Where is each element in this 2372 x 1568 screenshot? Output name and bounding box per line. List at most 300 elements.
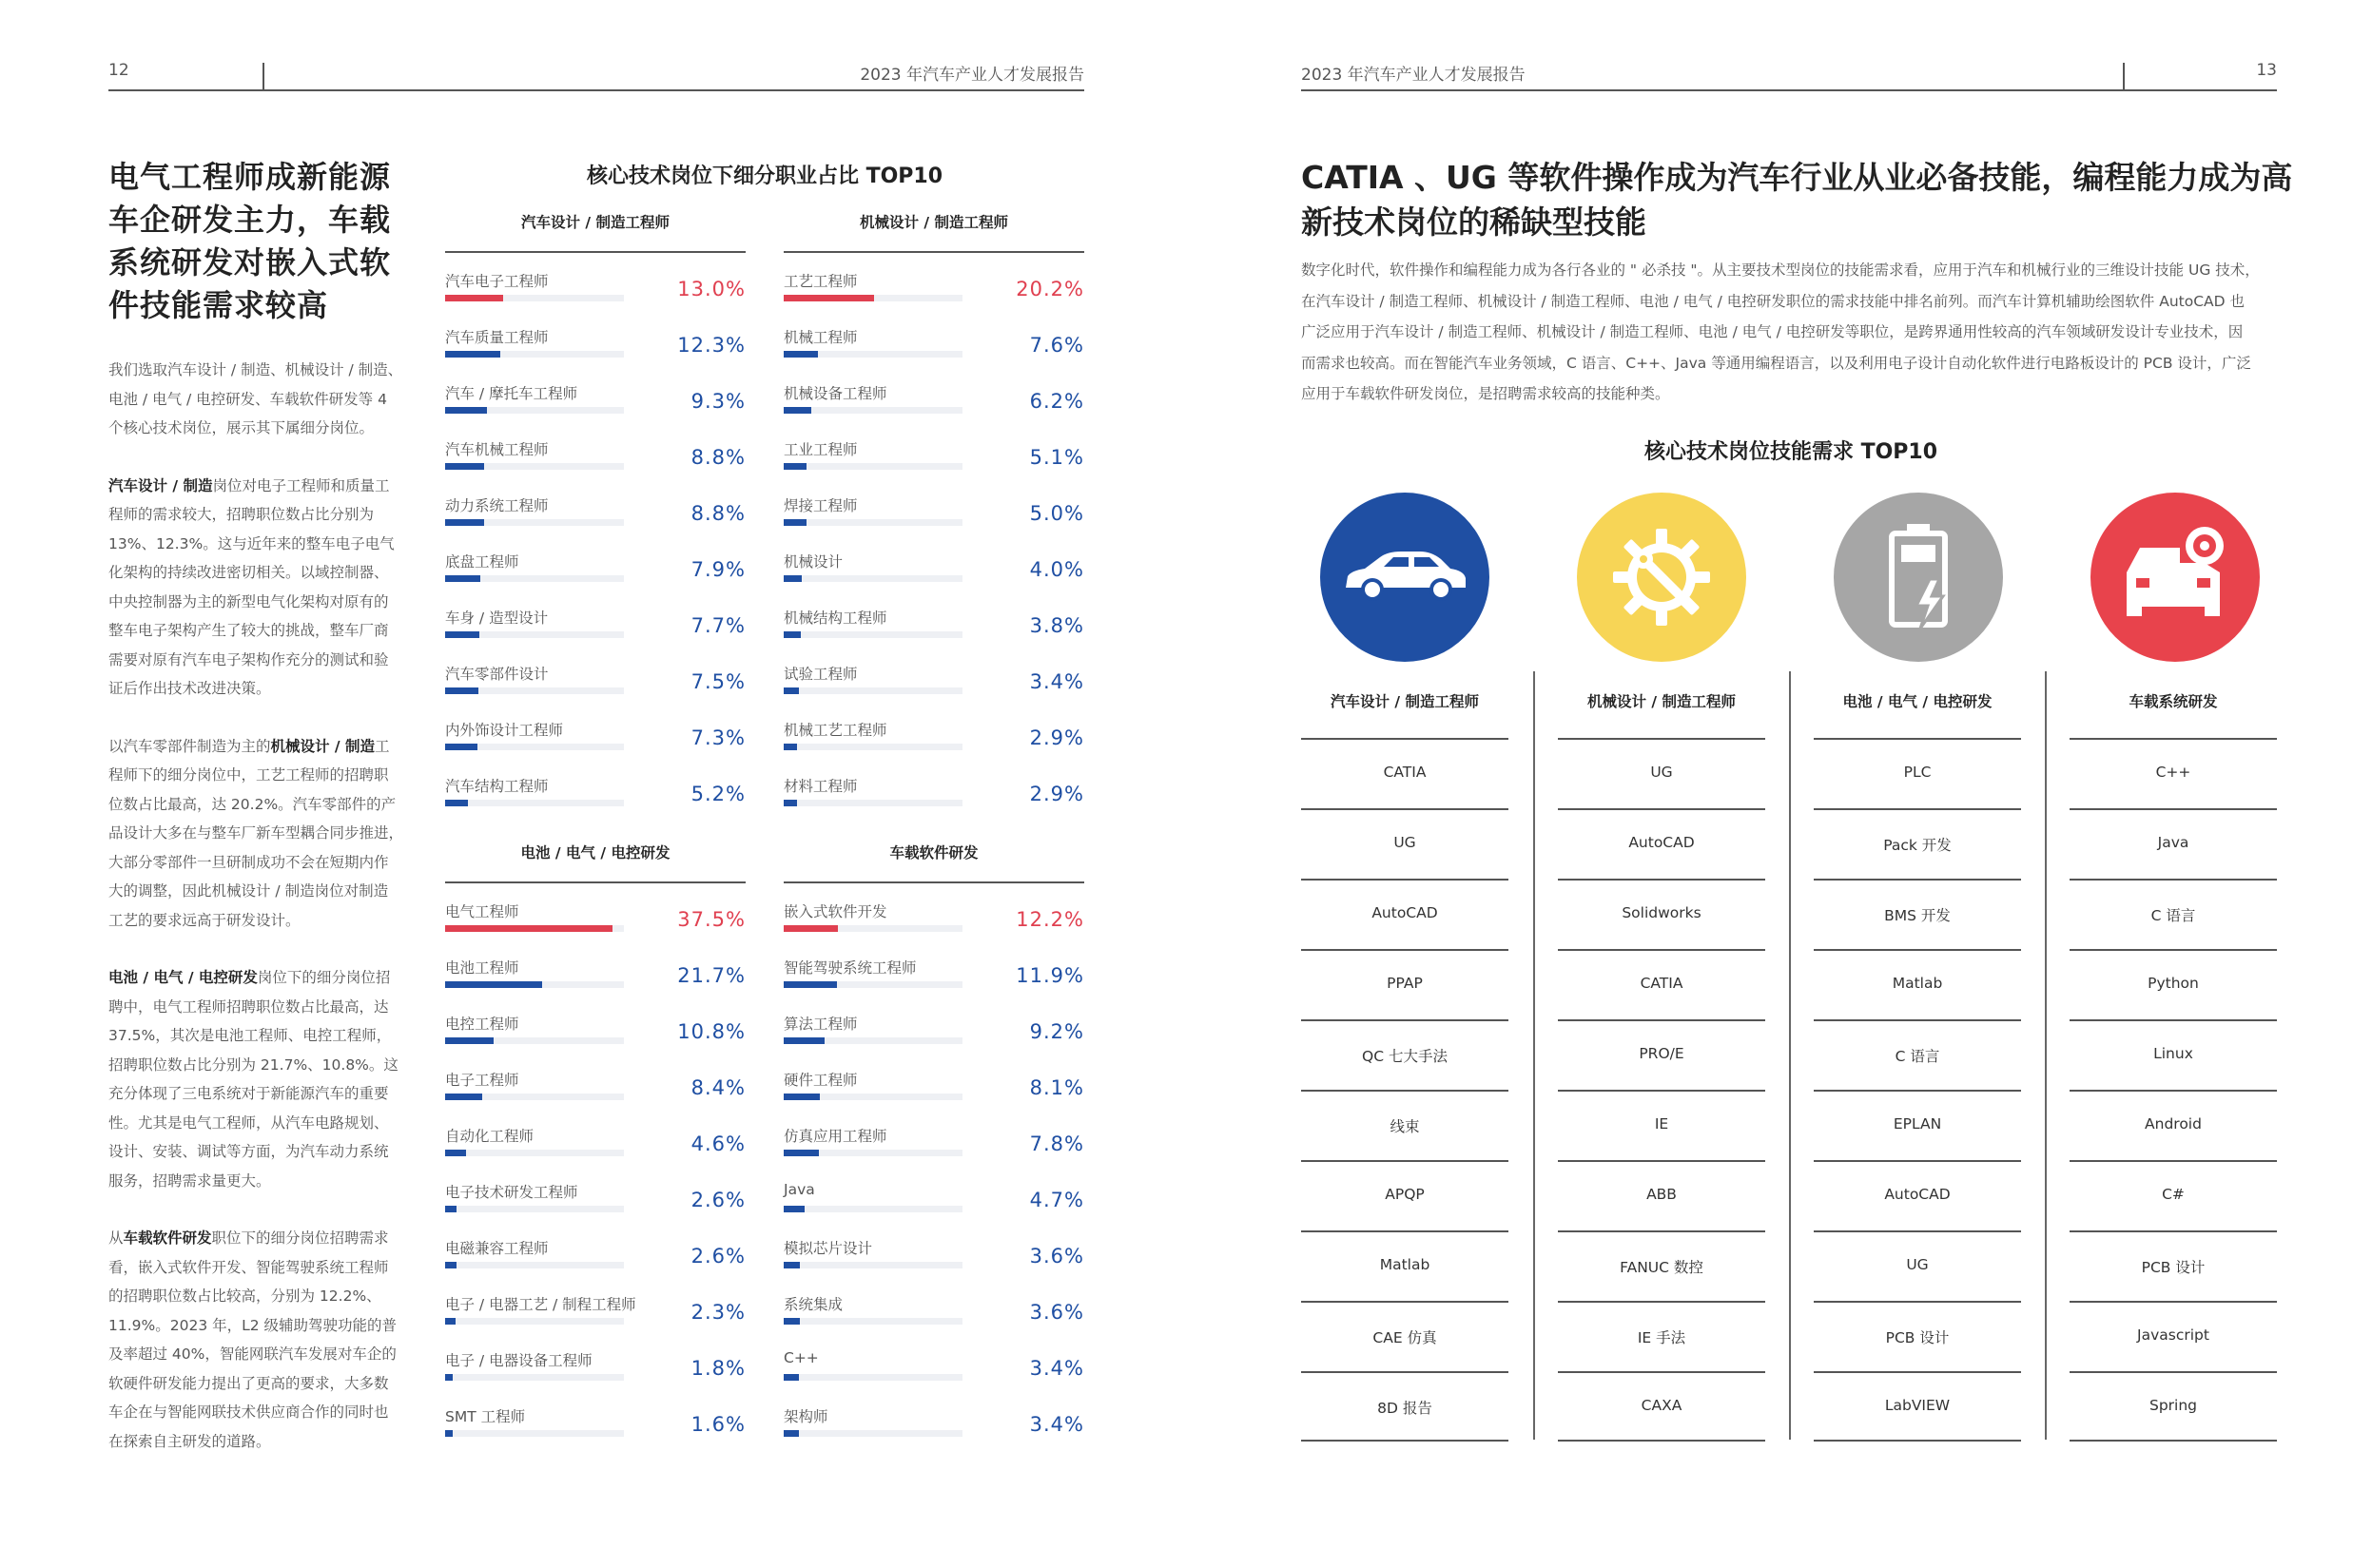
title-line: CATIA 、UG 等软件操作成为汽车行业从业必备技能，编程能力成为高 — [1301, 159, 2293, 196]
right-header-rule — [1301, 89, 2277, 91]
column-divider — [1533, 671, 1535, 1440]
bar-row — [784, 951, 1084, 1007]
bar-label: 系统集成 — [784, 1296, 844, 1313]
bar-label: 机械结构工程师 — [784, 610, 887, 627]
bar-track — [445, 407, 624, 414]
skill-label: Android — [2145, 1115, 2202, 1132]
bar — [445, 800, 468, 806]
bar-row — [445, 713, 746, 769]
bar-row — [445, 1119, 746, 1175]
skill-label: PCB 设计 — [1885, 1329, 1950, 1346]
column-header: 电池 / 电气 / 电控研发 — [1842, 693, 1993, 710]
bar — [784, 1430, 799, 1437]
bar — [445, 1262, 457, 1268]
skill-label: IE 手法 — [1637, 1329, 1686, 1346]
bar-value-label: 7.8% — [1029, 1132, 1084, 1155]
bar-value-label: 4.7% — [1029, 1189, 1084, 1211]
bold-term: 电池 / 电气 / 电控研发 — [108, 969, 258, 986]
skill-label: CAXA — [1641, 1397, 1682, 1414]
left-header-rule — [108, 89, 1084, 91]
bar-row — [784, 1007, 1084, 1063]
bar-label: 汽车结构工程师 — [445, 778, 549, 795]
bar-label: 焊接工程师 — [784, 497, 858, 514]
left-page-number: 12 — [108, 61, 129, 80]
bar-track — [784, 1430, 962, 1437]
bar-track — [784, 1037, 962, 1044]
bar-track — [784, 631, 962, 638]
bar-row — [784, 713, 1084, 769]
title-line: 电气工程师成新能源 — [108, 159, 392, 195]
skill-cell — [1558, 1019, 1765, 1090]
bar-track — [784, 575, 962, 582]
bar-label: 电控工程师 — [445, 1016, 519, 1033]
para-line: 软硬件研发能力提出了更高的要求，大多数 — [108, 1374, 389, 1392]
bar-value-label: 3.4% — [1029, 1357, 1084, 1380]
skill-cell — [1301, 808, 1508, 879]
bold-term: 机械设计 / 制造 — [270, 737, 375, 755]
body-paragraph — [108, 732, 422, 936]
para-line: 及率超过 40%，智能网联汽车发展对车企的 — [108, 1345, 397, 1363]
bar-row — [445, 601, 746, 657]
bar — [784, 744, 797, 750]
bar-label: 汽车机械工程师 — [445, 441, 549, 458]
bar-row — [445, 489, 746, 545]
bar-row — [784, 264, 1084, 320]
bar-row — [784, 1175, 1084, 1231]
bar-value-label: 4.0% — [1029, 558, 1084, 581]
bar-row — [445, 377, 746, 433]
bar-label: 电磁兼容工程师 — [445, 1240, 549, 1257]
group-title-rule — [445, 251, 746, 253]
bar — [445, 744, 477, 750]
para-line: 在探索自主研发的道路。 — [108, 1432, 271, 1450]
bar — [445, 1150, 466, 1156]
skill-cell — [2070, 1230, 2277, 1301]
bar-value-label: 2.9% — [1029, 726, 1084, 749]
skill-cell — [1558, 1230, 1765, 1301]
para-line: 广泛应用于汽车设计 / 制造工程师、机械设计 / 制造工程师、电池 / 电气 / 电控研发等职位，是跨界通用性较高的汽车领域研发设计专业技术，因 — [1301, 323, 2244, 340]
bar-label: Java — [784, 1181, 815, 1198]
bar — [784, 925, 838, 932]
bar-track — [784, 519, 962, 526]
bar-value-label: 4.6% — [690, 1132, 746, 1155]
skill-label: C# — [2162, 1186, 2185, 1203]
bar — [784, 351, 818, 358]
bar-track — [445, 463, 624, 470]
skill-cell — [1558, 738, 1765, 808]
skill-label: UG — [1393, 834, 1416, 851]
skill-cell — [1301, 738, 1508, 808]
bar-label: 智能驾驶系统工程师 — [784, 959, 917, 977]
bar-row — [445, 1400, 746, 1456]
skill-cell — [2070, 1019, 2277, 1090]
para-line: 我们选取汽车设计 / 制造、机械设计 / 制造、 — [108, 361, 403, 378]
bar — [445, 1206, 457, 1212]
bar — [784, 1318, 800, 1325]
bar-track — [784, 407, 962, 414]
bar-track — [445, 575, 624, 582]
skill-cell — [1558, 1160, 1765, 1230]
bar — [784, 519, 807, 526]
para-line: 电池 / 电气 / 电控研发岗位下的细分岗位招 — [108, 969, 391, 986]
bar-row — [784, 545, 1084, 601]
skill-label: FANUC 数控 — [1620, 1259, 1703, 1276]
car-icon — [1320, 493, 1489, 662]
skill-cell — [1814, 1301, 2021, 1371]
skill-cell — [1558, 879, 1765, 949]
bar-value-label: 5.2% — [690, 783, 746, 805]
para-line: 化架构的持续改进密切相关。以域控制器、 — [108, 564, 389, 581]
para-line: 11.9%。2023 年，L2 级辅助驾驶功能的普 — [108, 1316, 398, 1334]
skill-label: ABB — [1646, 1186, 1677, 1203]
bar — [784, 1150, 819, 1156]
group-title: 汽车设计 / 制造工程师 — [521, 214, 670, 231]
bar-row — [784, 657, 1084, 713]
chart-title: 核心技术岗位下细分职业占比 TOP10 — [586, 165, 943, 188]
bar-value-label: 9.3% — [690, 390, 746, 413]
para-line: 应用于车载软件研发岗位，是招聘需求较高的技能种类。 — [1301, 385, 1670, 402]
skill-label: AutoCAD — [1884, 1186, 1951, 1203]
para-line: 的招聘职位数占比较高，分别为 12.2%、 — [108, 1287, 381, 1305]
bar-label: 汽车零部件设计 — [445, 666, 549, 683]
bar-label: 工业工程师 — [784, 441, 858, 458]
bar-value-label: 9.2% — [1029, 1020, 1084, 1043]
header-divider — [2123, 63, 2125, 89]
para-line: 服务，招聘需求量更大。 — [108, 1171, 271, 1190]
car-settings-icon — [2090, 493, 2260, 662]
skill-label: CAE 仿真 — [1372, 1329, 1437, 1346]
skill-label: Linux — [2153, 1045, 2193, 1062]
skill-cell — [1301, 1160, 1508, 1230]
para-line: 在汽车设计 / 制造工程师、机械设计 / 制造工程师、电池 / 电气 / 电控研发职位的需求技能中排名前列。而汽车计算机辅助绘图软件 AutoCAD 也 — [1301, 292, 2246, 310]
bar-row — [445, 433, 746, 489]
group-title: 机械设计 / 制造工程师 — [860, 214, 1008, 231]
skill-cell — [1558, 1371, 1765, 1442]
body-paragraph — [108, 1224, 422, 1456]
skill-cell — [1301, 1371, 1508, 1442]
bar-label: 材料工程师 — [784, 778, 858, 795]
skill-cell — [1558, 808, 1765, 879]
bar-value-label: 2.6% — [690, 1189, 746, 1211]
bar-track — [445, 925, 624, 932]
bar-label: 机械设备工程师 — [784, 385, 887, 402]
para-line: 13%、12.3%。这与近年来的整车电子电气 — [108, 534, 395, 552]
right-page-header: 2023 年汽车产业人才发展报告 — [1301, 66, 1526, 85]
bar-value-label: 8.8% — [690, 502, 746, 525]
skill-label: C 语言 — [2150, 907, 2196, 924]
skill-label: C 语言 — [1895, 1048, 1940, 1065]
bar-value-label: 7.3% — [690, 726, 746, 749]
skill-cell — [1558, 1090, 1765, 1160]
column-header: 车载系统研发 — [2129, 693, 2218, 710]
bar-row — [445, 1175, 746, 1231]
skill-label: Python — [2148, 975, 2199, 992]
para-line: 大的调整，因此机械设计 / 制造岗位对制造 — [108, 882, 389, 900]
bar-track — [445, 1150, 624, 1156]
bar-label: 电子 / 电器设备工程师 — [445, 1352, 593, 1369]
para-line: 车企在与智能网联技术供应商合作的同时也 — [108, 1403, 389, 1421]
bar-label: 底盘工程师 — [445, 553, 519, 571]
bar-value-label: 12.3% — [677, 334, 746, 357]
para-line: 品设计大多在与整车厂新车型耦合同步推进， — [108, 824, 404, 842]
bar-label: 硬件工程师 — [784, 1072, 858, 1089]
bar — [784, 463, 807, 470]
bar-label: 汽车 / 摩托车工程师 — [445, 385, 578, 402]
para-line: 程师的需求较大，招聘职位数占比分别为 — [108, 506, 375, 523]
skill-label: 线束 — [1390, 1118, 1420, 1135]
left-page-title — [108, 156, 422, 327]
bar-label: 电气工程师 — [445, 903, 519, 920]
bar-value-label: 5.1% — [1029, 446, 1084, 469]
bar-value-label: 21.7% — [677, 964, 746, 987]
bar-label: 工艺工程师 — [784, 273, 858, 290]
title-line: 件技能需求较高 — [108, 287, 329, 323]
bar-label: SMT 工程师 — [445, 1408, 526, 1425]
bar-row — [784, 1119, 1084, 1175]
bar-label: 电子工程师 — [445, 1072, 519, 1089]
bar-label: 电子技术研发工程师 — [445, 1184, 578, 1201]
intro-paragraph — [108, 356, 422, 443]
skills-table-title: 核心技术岗位技能需求 TOP10 — [1643, 440, 1938, 464]
bar-row — [784, 1400, 1084, 1456]
bar-track — [445, 687, 624, 694]
skill-label: IE — [1654, 1115, 1669, 1132]
bar-value-label: 5.0% — [1029, 502, 1084, 525]
bar-row — [445, 320, 746, 377]
bar-value-label: 7.6% — [1029, 334, 1084, 357]
bar-row — [784, 601, 1084, 657]
bar — [445, 407, 487, 414]
skill-label: Matlab — [1892, 975, 1943, 992]
bar — [445, 295, 503, 301]
bar-row — [445, 545, 746, 601]
para-line: 证后作出技术改进决策。 — [108, 680, 271, 697]
bar-track — [445, 519, 624, 526]
bar-track — [445, 1206, 624, 1212]
bar-track — [445, 1037, 624, 1044]
bar-track — [784, 295, 962, 301]
para-line: 从车载软件研发职位下的细分岗位招聘需求 — [108, 1229, 389, 1247]
bar-track — [784, 1262, 962, 1268]
bar-track — [784, 1318, 962, 1325]
title-line: 新技术岗位的稀缺型技能 — [1301, 203, 1646, 241]
bar-label: 试验工程师 — [784, 666, 858, 683]
bar-track — [445, 351, 624, 358]
bar — [445, 1037, 494, 1044]
para-line: 电池 / 电气 / 电控研发、车载软件研发等 4 — [108, 390, 387, 408]
skill-label: APQP — [1385, 1186, 1425, 1203]
bar-track — [445, 1318, 624, 1325]
right-page-title — [1301, 155, 2293, 244]
skill-label: UG — [1650, 764, 1673, 781]
bar-row — [784, 769, 1084, 825]
bar-track — [445, 744, 624, 750]
bar-label: 机械工艺工程师 — [784, 722, 887, 739]
bar-label: 汽车质量工程师 — [445, 329, 549, 346]
bar-label: 电子 / 电器工艺 / 制程工程师 — [445, 1296, 636, 1313]
bar-value-label: 7.9% — [690, 558, 746, 581]
bar-row — [784, 377, 1084, 433]
bar-track — [784, 800, 962, 806]
bold-term: 汽车设计 / 制造 — [108, 476, 213, 494]
skill-label: PPAP — [1387, 975, 1423, 992]
bar — [445, 575, 480, 582]
bar-value-label: 2.9% — [1029, 783, 1084, 805]
bar-row — [445, 264, 746, 320]
bar-label: 嵌入式软件开发 — [784, 903, 887, 920]
column-header: 汽车设计 / 制造工程师 — [1331, 693, 1479, 710]
skill-label: LabVIEW — [1884, 1397, 1951, 1414]
group-title: 电池 / 电气 / 电控研发 — [520, 844, 671, 861]
bar — [445, 1430, 453, 1437]
skill-label: Pack 开发 — [1883, 837, 1952, 854]
skill-label: Spring — [2148, 1397, 2198, 1414]
body-paragraph — [108, 963, 422, 1195]
left-page-header: 2023 年汽车产业人才发展报告 — [860, 66, 1084, 85]
bar-track — [784, 463, 962, 470]
bar-label: 电池工程师 — [445, 959, 519, 977]
bar — [784, 631, 801, 638]
bar-track — [784, 1150, 962, 1156]
skill-cell — [1301, 879, 1508, 949]
bar-value-label: 7.7% — [690, 614, 746, 637]
skill-label: PCB 设计 — [2141, 1259, 2206, 1276]
bar-label: 动力系统工程师 — [445, 497, 549, 514]
para-line: 聘中，电气工程师招聘职位数占比最高，达 — [108, 997, 389, 1016]
header-divider — [262, 63, 264, 89]
bar-value-label: 10.8% — [677, 1020, 746, 1043]
skill-label: 8D 报告 — [1377, 1400, 1432, 1417]
bar — [784, 1374, 799, 1381]
bar-value-label: 8.4% — [690, 1076, 746, 1099]
column-divider — [1789, 671, 1791, 1440]
bar-track — [784, 981, 962, 988]
para-line: 工艺的要求远高于研发设计。 — [108, 911, 301, 929]
bar-label: 机械工程师 — [784, 329, 858, 346]
bar-track — [445, 631, 624, 638]
bar-row — [445, 1344, 746, 1400]
bar-row — [784, 1344, 1084, 1400]
skill-cell — [2070, 1301, 2277, 1371]
skill-cell — [1814, 1090, 2021, 1160]
bar — [445, 351, 500, 358]
bar-track — [784, 1094, 962, 1100]
bar-label: 汽车电子工程师 — [445, 273, 549, 290]
bar — [784, 687, 799, 694]
bar — [445, 463, 484, 470]
bar-track — [784, 687, 962, 694]
bar — [784, 800, 797, 806]
skill-cell — [1814, 738, 2021, 808]
bar-label: 机械设计 — [784, 553, 844, 571]
bar — [445, 981, 542, 988]
skill-label: CATIA — [1640, 975, 1683, 992]
skill-label: Java — [2157, 834, 2189, 851]
bar-row — [445, 951, 746, 1007]
bar-row — [784, 1231, 1084, 1287]
para-line: 中央控制器为主的新型电气化架构对原有的 — [108, 592, 389, 610]
battery-icon — [1834, 493, 2003, 662]
bar-value-label: 2.6% — [690, 1245, 746, 1268]
bar-value-label: 1.8% — [690, 1357, 746, 1380]
bar-value-label: 37.5% — [677, 908, 746, 931]
group-title: 车载软件研发 — [889, 844, 979, 861]
para-line: 招聘职位数占比分别为 21.7%、10.8%。这 — [108, 1055, 399, 1074]
bar-row — [445, 895, 746, 951]
bar-value-label: 3.6% — [1029, 1245, 1084, 1268]
bar-value-label: 13.0% — [677, 278, 746, 300]
bar-row — [784, 1063, 1084, 1119]
para-line: 而需求也较高。而在智能汽车业务领域，C 语言、C++、Java 等通用编程语言，以及利用电子设计自动化软件进行电路板设计的 PCB 设计，广泛 — [1301, 354, 2251, 372]
bar-track — [445, 1094, 624, 1100]
bar-track — [445, 1430, 624, 1437]
bar — [784, 407, 811, 414]
para-line: 需要对原有汽车电子架构作充分的测试和验 — [108, 650, 389, 668]
group-title-rule — [445, 881, 746, 883]
skill-cell — [1814, 1019, 2021, 1090]
bar-row — [784, 433, 1084, 489]
bar-row — [445, 1287, 746, 1344]
skill-cell — [2070, 1090, 2277, 1160]
bar-label: 自动化工程师 — [445, 1128, 535, 1145]
bar-row — [445, 657, 746, 713]
bar-value-label: 7.5% — [690, 670, 746, 693]
skill-label: EPLAN — [1893, 1115, 1942, 1132]
skill-cell — [1814, 808, 2021, 879]
para-line: 大部分零部件一旦研制成功不会在短期内作 — [108, 853, 389, 871]
skill-label: C++ — [2155, 764, 2191, 781]
bar-label: 算法工程师 — [784, 1016, 858, 1033]
skill-cell — [1814, 1160, 2021, 1230]
bar — [445, 1318, 456, 1325]
para-line: 数字化时代，软件操作和编程能力成为各行各业的 " 必杀技 "。从主要技术型岗位的技能需求看，应用于汽车和机械行业的三维设计技能 UG 技术， — [1301, 261, 2260, 279]
skill-cell — [2070, 808, 2277, 879]
skill-label: CATIA — [1383, 764, 1427, 781]
skill-cell — [2070, 738, 2277, 808]
para-line: 以汽车零部件制造为主的机械设计 / 制造工 — [108, 737, 390, 755]
column-header: 机械设计 / 制造工程师 — [1587, 693, 1736, 710]
skill-cell — [2070, 1371, 2277, 1442]
skill-label: AutoCAD — [1628, 834, 1695, 851]
group-title-rule — [784, 251, 1084, 253]
title-line: 车企研发主力，车载 — [108, 202, 392, 238]
right-body-text — [1301, 255, 2281, 410]
skill-label: BMS 开发 — [1884, 907, 1951, 924]
bar-value-label: 3.4% — [1029, 1413, 1084, 1436]
para-line: 汽车设计 / 制造岗位对电子工程师和质量工 — [108, 476, 390, 494]
bar — [445, 1374, 453, 1381]
bar-label: 车身 / 造型设计 — [445, 610, 549, 627]
para-line: 性。尤其是电气工程师，从汽车电路规划、 — [108, 1113, 389, 1132]
bar — [784, 1206, 805, 1212]
skill-cell — [1301, 1230, 1508, 1301]
skill-label: PRO/E — [1639, 1045, 1684, 1062]
column-divider — [2045, 671, 2047, 1440]
bar-label: 内外饰设计工程师 — [445, 722, 564, 739]
bar-value-label: 12.2% — [1016, 908, 1084, 931]
bar-value-label: 3.6% — [1029, 1301, 1084, 1324]
skill-label: Matlab — [1379, 1256, 1430, 1273]
bar-value-label: 6.2% — [1029, 390, 1084, 413]
skill-label: Solidworks — [1622, 904, 1701, 921]
left-body-text — [108, 356, 422, 1456]
bar-value-label: 2.3% — [690, 1301, 746, 1324]
bar — [784, 1262, 800, 1268]
bar-track — [784, 1206, 962, 1212]
right-page-number: 13 — [2256, 61, 2277, 80]
skill-cell — [1814, 1230, 2021, 1301]
bar-row — [445, 1007, 746, 1063]
